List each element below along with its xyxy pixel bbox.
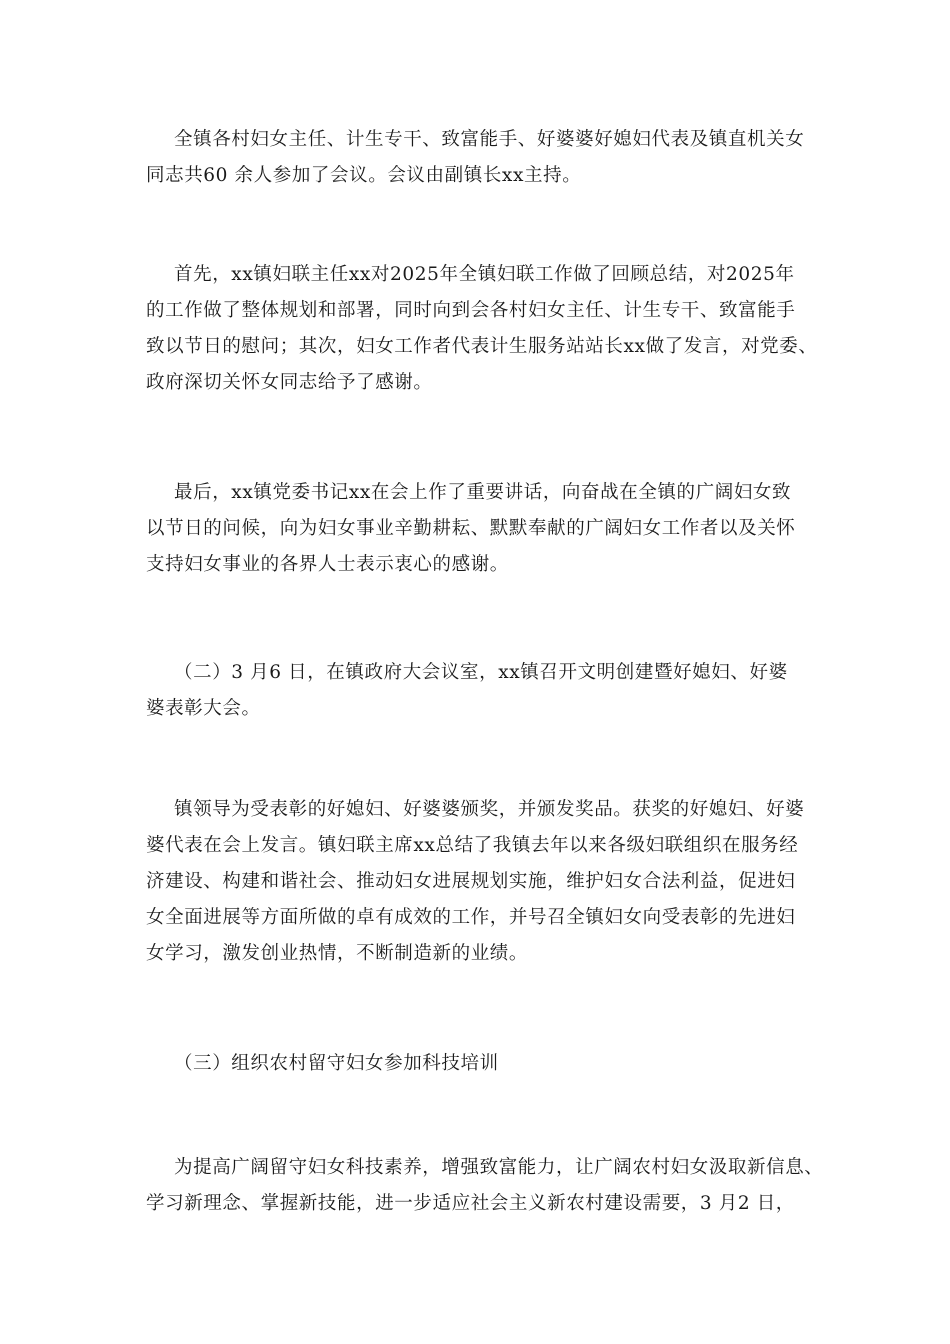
- text-line: 致以节日的慰问；其次，妇女工作者代表计生服务站站长xx做了发言，对党委、: [146, 336, 818, 357]
- paragraph-first: [146, 257, 826, 401]
- text-line: 济建设、构建和谐社会、推动妇女进展规划实施，维护妇女合法利益，促进妇: [146, 871, 796, 892]
- text-line: 女学习，激发创业热情，不断制造新的业绩。: [146, 943, 529, 964]
- paragraph-section-two: [146, 655, 826, 727]
- text-line: 同志共60 余人参加了会议。会议由副镇长xx主持。: [146, 165, 582, 186]
- text-line: 支持妇女事业的各界人士表示衷心的感谢。: [146, 554, 509, 575]
- text-line: 全镇各村妇女主任、计生专干、致富能手、好婆婆好媳妇代表及镇直机关女: [174, 129, 805, 150]
- heading-section-three: [146, 1046, 826, 1082]
- text-line: 婆表彰大会。: [146, 698, 261, 719]
- paragraph-finally: [146, 475, 826, 583]
- text-line: 最后，xx镇党委书记xx在会上作了重要讲话，向奋战在全镇的广阔妇女致: [174, 482, 792, 503]
- text-line: 学习新理念、掌握新技能，进一步适应社会主义新农村建设需要，3 月2 日，: [146, 1193, 795, 1214]
- text-line: 女全面进展等方面所做的卓有成效的工作，并号召全镇妇女向受表彰的先进妇: [146, 907, 796, 928]
- paragraph-awards: [146, 792, 826, 972]
- text-line: 政府深切关怀女同志给予了感谢。: [146, 372, 433, 393]
- text-line: 首先，xx镇妇联主任xx对2025年全镇妇联工作做了回顾总结，对2025年: [174, 264, 795, 285]
- paragraph-training: [146, 1150, 826, 1222]
- section-heading: （三）组织农村留守妇女参加科技培训: [174, 1053, 499, 1074]
- text-line: 镇领导为受表彰的好媳妇、好婆婆颁奖，并颁发奖品。获奖的好媳妇、好婆: [174, 799, 805, 820]
- text-line: 婆代表在会上发言。镇妇联主席xx总结了我镇去年以来各级妇联组织在服务经: [146, 835, 799, 856]
- text-line: 以节日的问候，向为妇女事业辛勤耕耘、默默奉献的广阔妇女工作者以及关怀: [146, 518, 796, 539]
- text-line: （二）3 月6 日，在镇政府大会议室，xx镇召开文明创建暨好媳妇、好婆: [174, 662, 788, 683]
- text-line: 为提高广阔留守妇女科技素养，增强致富能力，让广阔农村妇女汲取新信息、: [174, 1157, 824, 1178]
- text-line: 的工作做了整体规划和部署，同时向到会各村妇女主任、计生专干、致富能手: [146, 300, 796, 321]
- paragraph-attendees: [146, 122, 826, 194]
